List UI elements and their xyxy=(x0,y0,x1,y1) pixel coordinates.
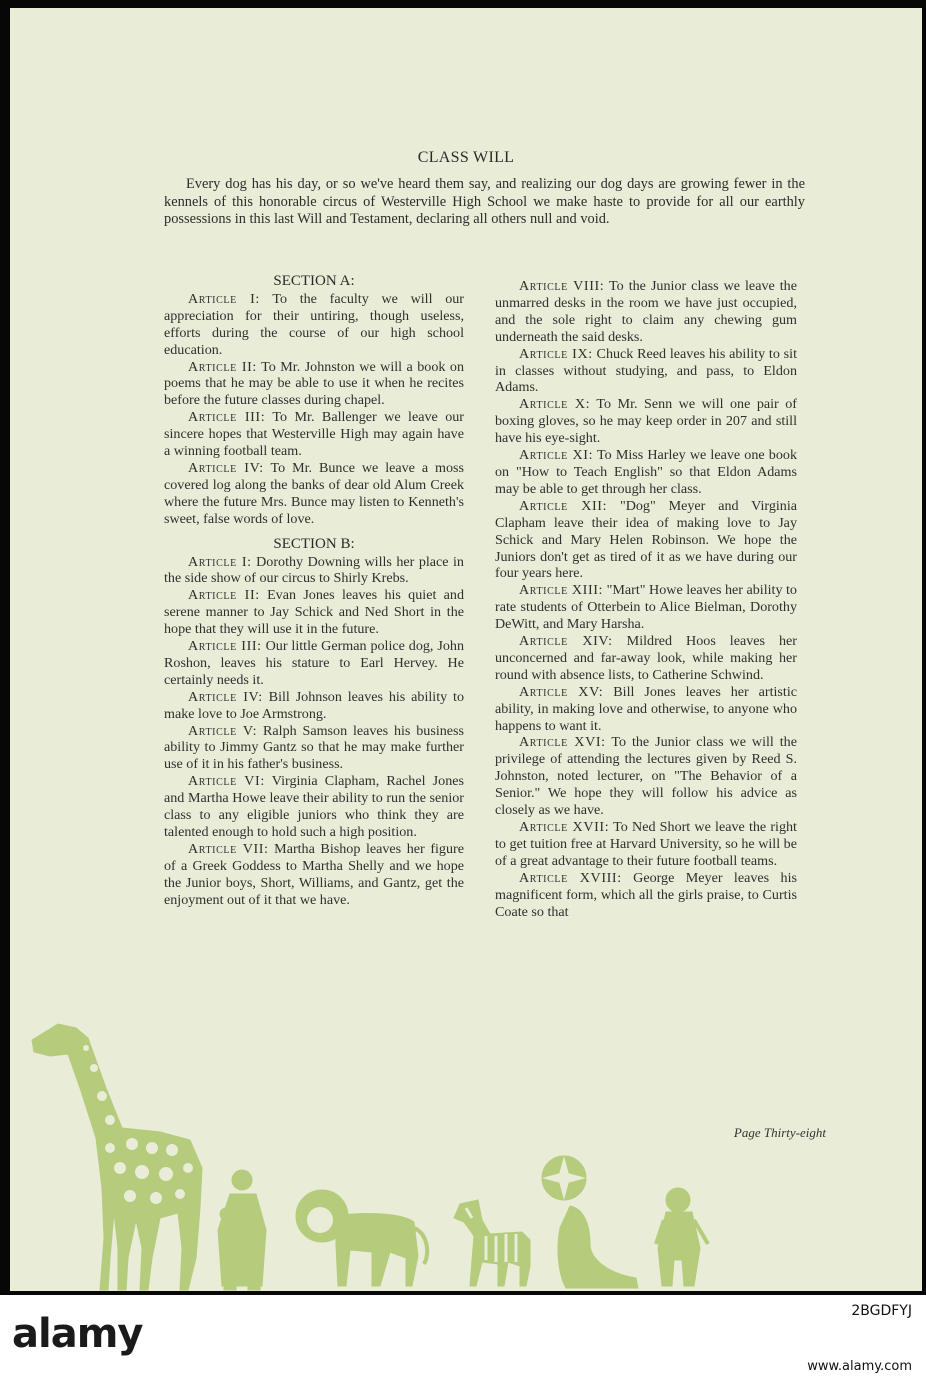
article-label: Article XI: xyxy=(519,447,594,464)
article-label: Article XII: xyxy=(519,497,608,514)
intro-text: Every dog has his day, or so we've heard them say, and realizing our dog days are growing fewer in the kennels of this honorable circus of Westerville High School we make haste to provide for all our earthly possessions in this last Will and Testament, declaring all others null and void. xyxy=(164,176,805,227)
article-text: To Mr. Bunce we leave a moss covered log along the banks of dear old Alum Creek where the future Mrs. Bunce may listen to Kenneth's sweet, false words of love. xyxy=(164,459,464,527)
article-b5 xyxy=(164,723,464,774)
article-b9 xyxy=(495,346,797,397)
article-b6 xyxy=(164,773,464,841)
article-text: "Dog" Meyer and Virginia Clapham leave their idea of making love to Jay Schick and Mary Helen Robinson. We hope the Juniors don't get as tired of it as we have during our four years here. xyxy=(495,497,798,582)
article-text: To the Junior class we will the privilege of attending the lectures given by Reed S. Johnston, noted lecturer, on "The Behavior of a Senior." We hope they will follow his advice as closely as we have. xyxy=(495,734,797,819)
intro-paragraph xyxy=(164,176,805,229)
yearbook-page xyxy=(10,8,922,1291)
article-label: Article III: xyxy=(188,638,262,655)
section-b-heading: SECTION B: xyxy=(273,535,355,552)
giraffe-icon xyxy=(32,1024,202,1290)
article-text: Martha Bishop leaves her figure of a Greek Goddess to Martha Shelly and we hope the Junior boys, Short, Williams, and Gantz, get the enjoyment out of it that we have. xyxy=(164,840,464,908)
stock-watermark-bar xyxy=(0,1295,926,1390)
article-label: Article XVI: xyxy=(519,734,606,751)
article-label: Article VIII: xyxy=(519,278,605,294)
article-text: Bill Jones leaves her artistic ability, in making love and otherwise, to anyone who happens to want it. xyxy=(495,683,798,734)
article-label: Article VII: xyxy=(188,840,269,857)
image-id: 2BGDFYJ xyxy=(851,1303,912,1319)
article-a2 xyxy=(164,359,464,410)
article-a3 xyxy=(164,409,464,460)
article-label: Article X: xyxy=(519,396,591,413)
article-label: Article II: xyxy=(188,358,257,375)
article-b11 xyxy=(495,447,797,498)
article-label: Article I: xyxy=(188,553,252,570)
article-b10 xyxy=(495,396,797,447)
article-b1 xyxy=(164,554,464,588)
monkey-icon xyxy=(656,1188,708,1286)
article-b16 xyxy=(495,734,797,819)
seal-with-ball-icon xyxy=(542,1156,638,1288)
article-b14 xyxy=(495,633,797,684)
clown-icon xyxy=(218,1170,266,1290)
lion-icon xyxy=(296,1190,427,1286)
right-column xyxy=(495,278,797,920)
article-text: Our little German police dog, John Roshon, leaves his stature to Earl Hervey. He certainly needs it. xyxy=(164,638,464,688)
article-b12 xyxy=(495,498,797,583)
article-label: Article V: xyxy=(188,722,258,739)
article-text: Evan Jones leaves his quiet and serene manner to Jay Schick and Ned Short in the hope that they will use it in the future. xyxy=(164,587,465,638)
article-text: Bill Johnson leaves his ability to make love to Joe Armstrong. xyxy=(164,688,465,722)
article-label: Article XIII: xyxy=(519,582,604,599)
circus-animals-illustration xyxy=(10,1008,922,1291)
article-b15 xyxy=(495,684,797,735)
article-b2 xyxy=(164,587,464,638)
article-b18 xyxy=(495,870,797,921)
article-text: George Meyer leaves his magnificent form, which all the girls praise, to Curtis Coate so that xyxy=(495,869,797,920)
article-text: Mildred Hoos leaves her unconcerned and far-away look, while making her round with absence lists, to Catherine Schwind. xyxy=(495,633,797,683)
watermark-url: www.alamy.com xyxy=(807,1359,912,1374)
article-label: Article IV: xyxy=(188,688,263,705)
left-column xyxy=(164,273,464,909)
article-text: Virginia Clapham, Rachel Jones and Martha Howe leave their ability to run the senior class to any eligible juniors who think they are talented enough to hold such a high position. xyxy=(164,773,464,840)
page-title: CLASS WILL xyxy=(417,149,515,166)
article-text: To Miss Harley we leave one book on "How to Teach English" so that Eldon Adams may be able to get through her class. xyxy=(495,447,797,497)
article-label: Article XIV: xyxy=(519,633,613,650)
article-label: Article VI: xyxy=(188,773,265,790)
page-number: Page Thirty-eight xyxy=(733,1125,826,1140)
article-label: Article III: xyxy=(188,409,266,426)
article-label: Article I: xyxy=(188,290,260,307)
article-text: To the Junior class we leave the unmarred desks in the room we have just occupied, and the sole right to claim any chewing gum underneath the said desks. xyxy=(495,278,797,345)
article-text: To Mr. Johnston we will a book on poems that he may be able to use it when he recites before the future classes during chapel. xyxy=(164,358,464,409)
article-label: Article XV: xyxy=(519,683,604,700)
article-text: "Mart" Howe leaves her ability to rate students of Otterbein to Alice Bielman, Dorothy DeWitt, and Mary Harsha. xyxy=(495,582,797,633)
article-b13 xyxy=(495,582,797,633)
article-text: Dorothy Downing wills her place in the side show of our circus to Shirly Krebs. xyxy=(164,553,464,587)
article-label: Article XVIII: xyxy=(519,869,622,886)
article-b8 xyxy=(495,278,797,346)
article-a1 xyxy=(164,291,464,359)
article-b3 xyxy=(164,638,464,689)
article-b4 xyxy=(164,689,464,723)
article-b17 xyxy=(495,819,797,870)
zebra-icon xyxy=(454,1200,530,1286)
article-text: Ralph Samson leaves his business ability to Jimmy Gantz so that he may make further use of it in his father's business. xyxy=(164,722,465,773)
alamy-logo: alamy xyxy=(12,1311,143,1357)
article-text: To the faculty we will our appreciation for their untiring, though useless, efforts during the course of our high school education. xyxy=(164,290,464,358)
article-b7 xyxy=(164,841,464,909)
article-label: Article XVII: xyxy=(519,819,610,835)
article-text: To Mr. Senn we will one pair of boxing gloves, so he may keep order in 207 and still have his eye-sight. xyxy=(495,396,797,447)
article-label: Article IX: xyxy=(519,345,593,362)
article-label: Article IV: xyxy=(188,459,264,476)
article-text: To Ned Short we leave the right to get tuition free at Harvard University, so he will be of a great advantage to their future football teams. xyxy=(495,819,797,869)
article-text: To Mr. Ballenger we leave our sincere hopes that Westerville High may again have a winning football team. xyxy=(164,409,464,460)
section-a-heading: SECTION A: xyxy=(273,273,355,289)
article-a4 xyxy=(164,460,464,528)
article-text: Chuck Reed leaves his ability to sit in classes without studying, and pass, to Eldon Adams. xyxy=(495,345,797,396)
article-label: Article II: xyxy=(188,587,260,604)
